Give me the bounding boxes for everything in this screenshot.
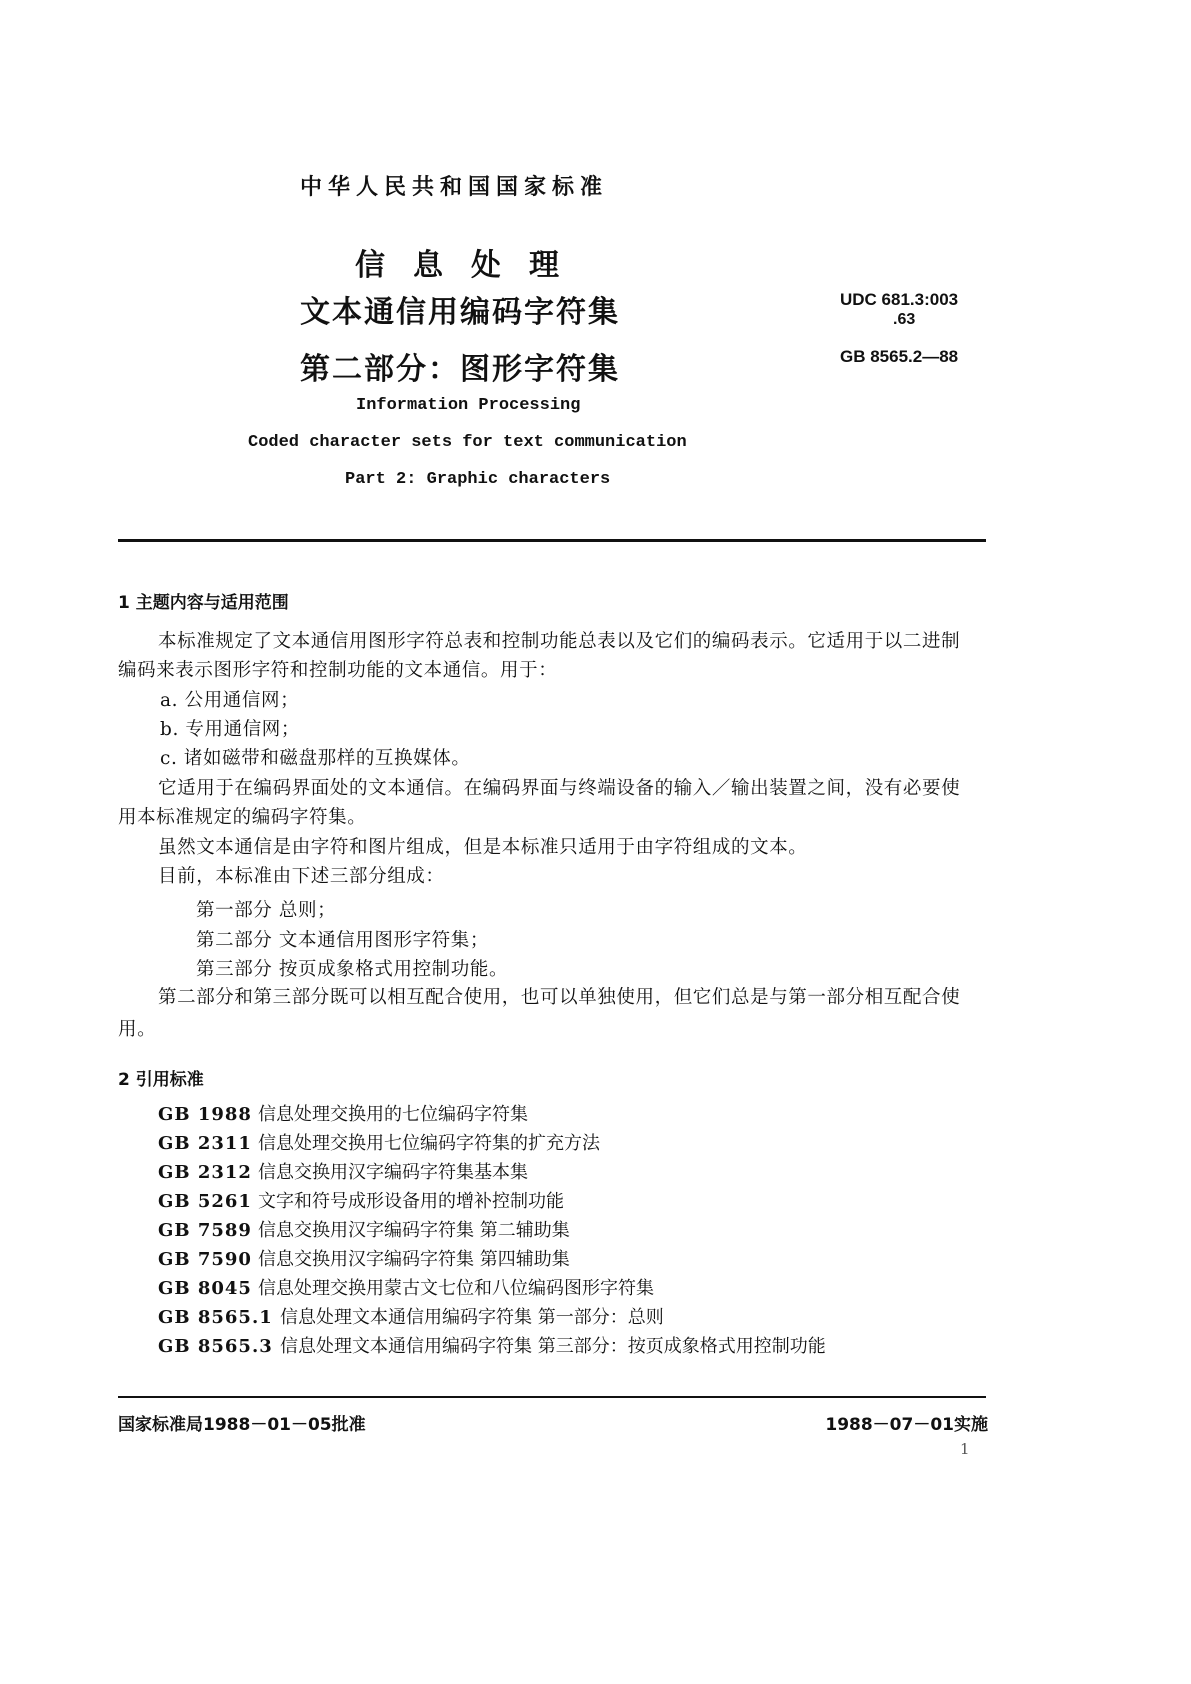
paragraph-line: 虽然文本通信是由字符和图片组成，但是本标准只适用于由字符组成的文本。 [158, 837, 808, 858]
reference-item [158, 1216, 570, 1242]
reference-code: GB 8565.1 [158, 1307, 273, 1328]
section-2-heading: 2 引用标准 [118, 1070, 204, 1090]
reference-code: GB 5261 [158, 1191, 252, 1212]
reference-title: 信息处理文本通信用编码字符集 第三部分：按页成象格式用控制功能 [280, 1336, 826, 1357]
udc-code-cont: .63 [893, 311, 916, 328]
english-title-1: Information Processing [356, 396, 581, 415]
reference-code: GB 7589 [158, 1220, 252, 1241]
paragraph-line: 用本标准规定的编码字符集。 [118, 807, 367, 828]
reference-item [158, 1187, 564, 1213]
list-item: 第二部分 文本通信用图形字符集； [196, 930, 489, 951]
reference-title: 信息处理交换用的七位编码字符集 [258, 1104, 528, 1125]
reference-title: 信息处理交换用七位编码字符集的扩充方法 [258, 1133, 600, 1154]
effective-date: 1988－07－01实施 [825, 1415, 988, 1435]
udc-code: UDC 681.3:003 [840, 290, 959, 309]
title-line-3: 第二部分：图形字符集 [300, 352, 620, 387]
reference-title: 文字和符号成形设备用的增补控制功能 [258, 1191, 564, 1212]
reference-item [158, 1158, 528, 1184]
paragraph-line: 用。 [118, 1019, 157, 1040]
reference-code: GB 8565.3 [158, 1336, 273, 1357]
list-item: a. 公用通信网； [160, 690, 300, 711]
gb-number: GB 8565.2—88 [840, 347, 959, 366]
reference-item [158, 1245, 570, 1271]
paragraph-line: 本标准规定了文本通信用图形字符总表和控制功能总表以及它们的编码表示。它适用于以二进制 [158, 631, 961, 652]
header-rule [118, 539, 986, 542]
paragraph-line: 目前，本标准由下述三部分组成： [158, 866, 445, 887]
reference-title: 信息处理文本通信用编码字符集 第一部分：总则 [280, 1307, 664, 1328]
title-line-1: 信息处理 [355, 248, 587, 283]
paragraph-line: 它适用于在编码界面处的文本通信。在编码界面与终端设备的输入／输出装置之间，没有必要使 [158, 778, 961, 799]
footer-rule [118, 1396, 986, 1398]
reference-title: 信息交换用汉字编码字符集 第二辅助集 [258, 1220, 570, 1241]
reference-item [158, 1100, 528, 1126]
reference-code: GB 8045 [158, 1278, 252, 1299]
english-title-2: Coded character sets for text communication [248, 433, 687, 452]
list-item: c. 诸如磁带和磁盘那样的互换媒体。 [160, 748, 471, 769]
reference-code: GB 2312 [158, 1162, 252, 1183]
list-item: 第一部分 总则； [196, 900, 337, 921]
reference-code: GB 2311 [158, 1133, 252, 1154]
reference-code: GB 1988 [158, 1104, 252, 1125]
reference-item [158, 1274, 654, 1300]
paragraph-line: 编码来表示图形字符和控制功能的文本通信。用于： [118, 660, 558, 681]
paragraph-line: 第二部分和第三部分既可以相互配合使用，也可以单独使用，但它们总是与第一部分相互配合使 [158, 987, 961, 1008]
list-item: b. 专用通信网； [160, 719, 301, 740]
page-number: 1 [960, 1440, 970, 1458]
list-item: 第三部分 按页成象格式用控制功能。 [196, 959, 509, 980]
reference-item [158, 1332, 826, 1358]
reference-title: 信息处理交换用蒙古文七位和八位编码图形字符集 [258, 1278, 654, 1299]
reference-title: 信息交换用汉字编码字符集 第四辅助集 [258, 1249, 570, 1270]
reference-code: GB 7590 [158, 1249, 252, 1270]
title-line-2: 文本通信用编码字符集 [300, 295, 620, 330]
english-title-3: Part 2: Graphic characters [345, 470, 611, 489]
reference-title: 信息交换用汉字编码字符集基本集 [258, 1162, 528, 1183]
section-1-heading: 1 主题内容与适用范围 [118, 593, 289, 613]
reference-item [158, 1303, 664, 1329]
reference-item [158, 1129, 600, 1155]
standard-type: 中华人民共和国国家标准 [300, 175, 609, 200]
approval-date: 国家标准局1988－01－05批准 [118, 1415, 366, 1435]
